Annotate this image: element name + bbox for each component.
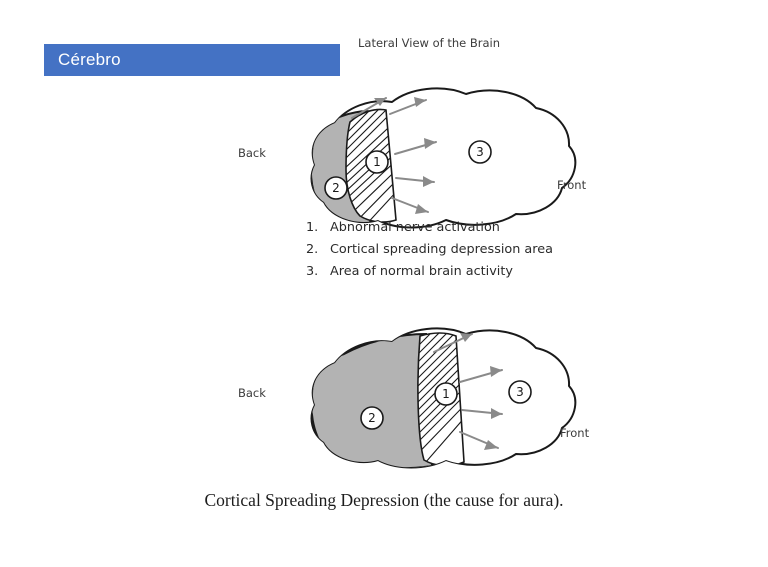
marker-2-bottom	[361, 407, 383, 429]
svg-text:1: 1	[373, 155, 381, 169]
legend-number-2: 2.	[306, 242, 319, 257]
brain-diagram-bottom	[220, 290, 640, 480]
label-back-bottom: Back	[238, 386, 266, 400]
svg-text:1: 1	[442, 387, 450, 401]
figure-bottom-caption: Cortical Spreading Depression (the cause for aura).	[204, 490, 564, 510]
label-front-bottom: Front	[560, 426, 590, 440]
marker-1-bottom	[435, 383, 457, 405]
legend-item-3	[306, 262, 626, 282]
marker-1-top	[366, 151, 388, 173]
label-front-top: Front	[557, 178, 587, 192]
marker-2-top	[325, 177, 347, 199]
svg-text:3: 3	[516, 385, 524, 399]
svg-text:2: 2	[368, 411, 376, 425]
figure-top-caption: Lateral View of the Brain	[358, 36, 501, 50]
legend-item-2	[306, 240, 626, 260]
legend-number-1: 1.	[306, 220, 319, 235]
legend-label-1: Abnormal nerve activation	[330, 220, 500, 235]
page-title: Cérebro	[58, 50, 121, 69]
marker-3-bottom	[509, 381, 531, 403]
svg-text:2: 2	[332, 181, 340, 195]
legend-label-3: Area of normal brain activity	[330, 264, 513, 279]
figure-legend	[306, 218, 626, 284]
label-back-top: Back	[238, 146, 266, 160]
marker-3-top	[469, 141, 491, 163]
brain-figure	[220, 28, 640, 458]
brain-diagram-top	[220, 50, 640, 240]
svg-text:3: 3	[476, 145, 484, 159]
legend-label-2: Cortical spreading depression area	[330, 242, 553, 257]
legend-item-1	[306, 218, 626, 238]
legend-number-3: 3.	[306, 264, 319, 279]
